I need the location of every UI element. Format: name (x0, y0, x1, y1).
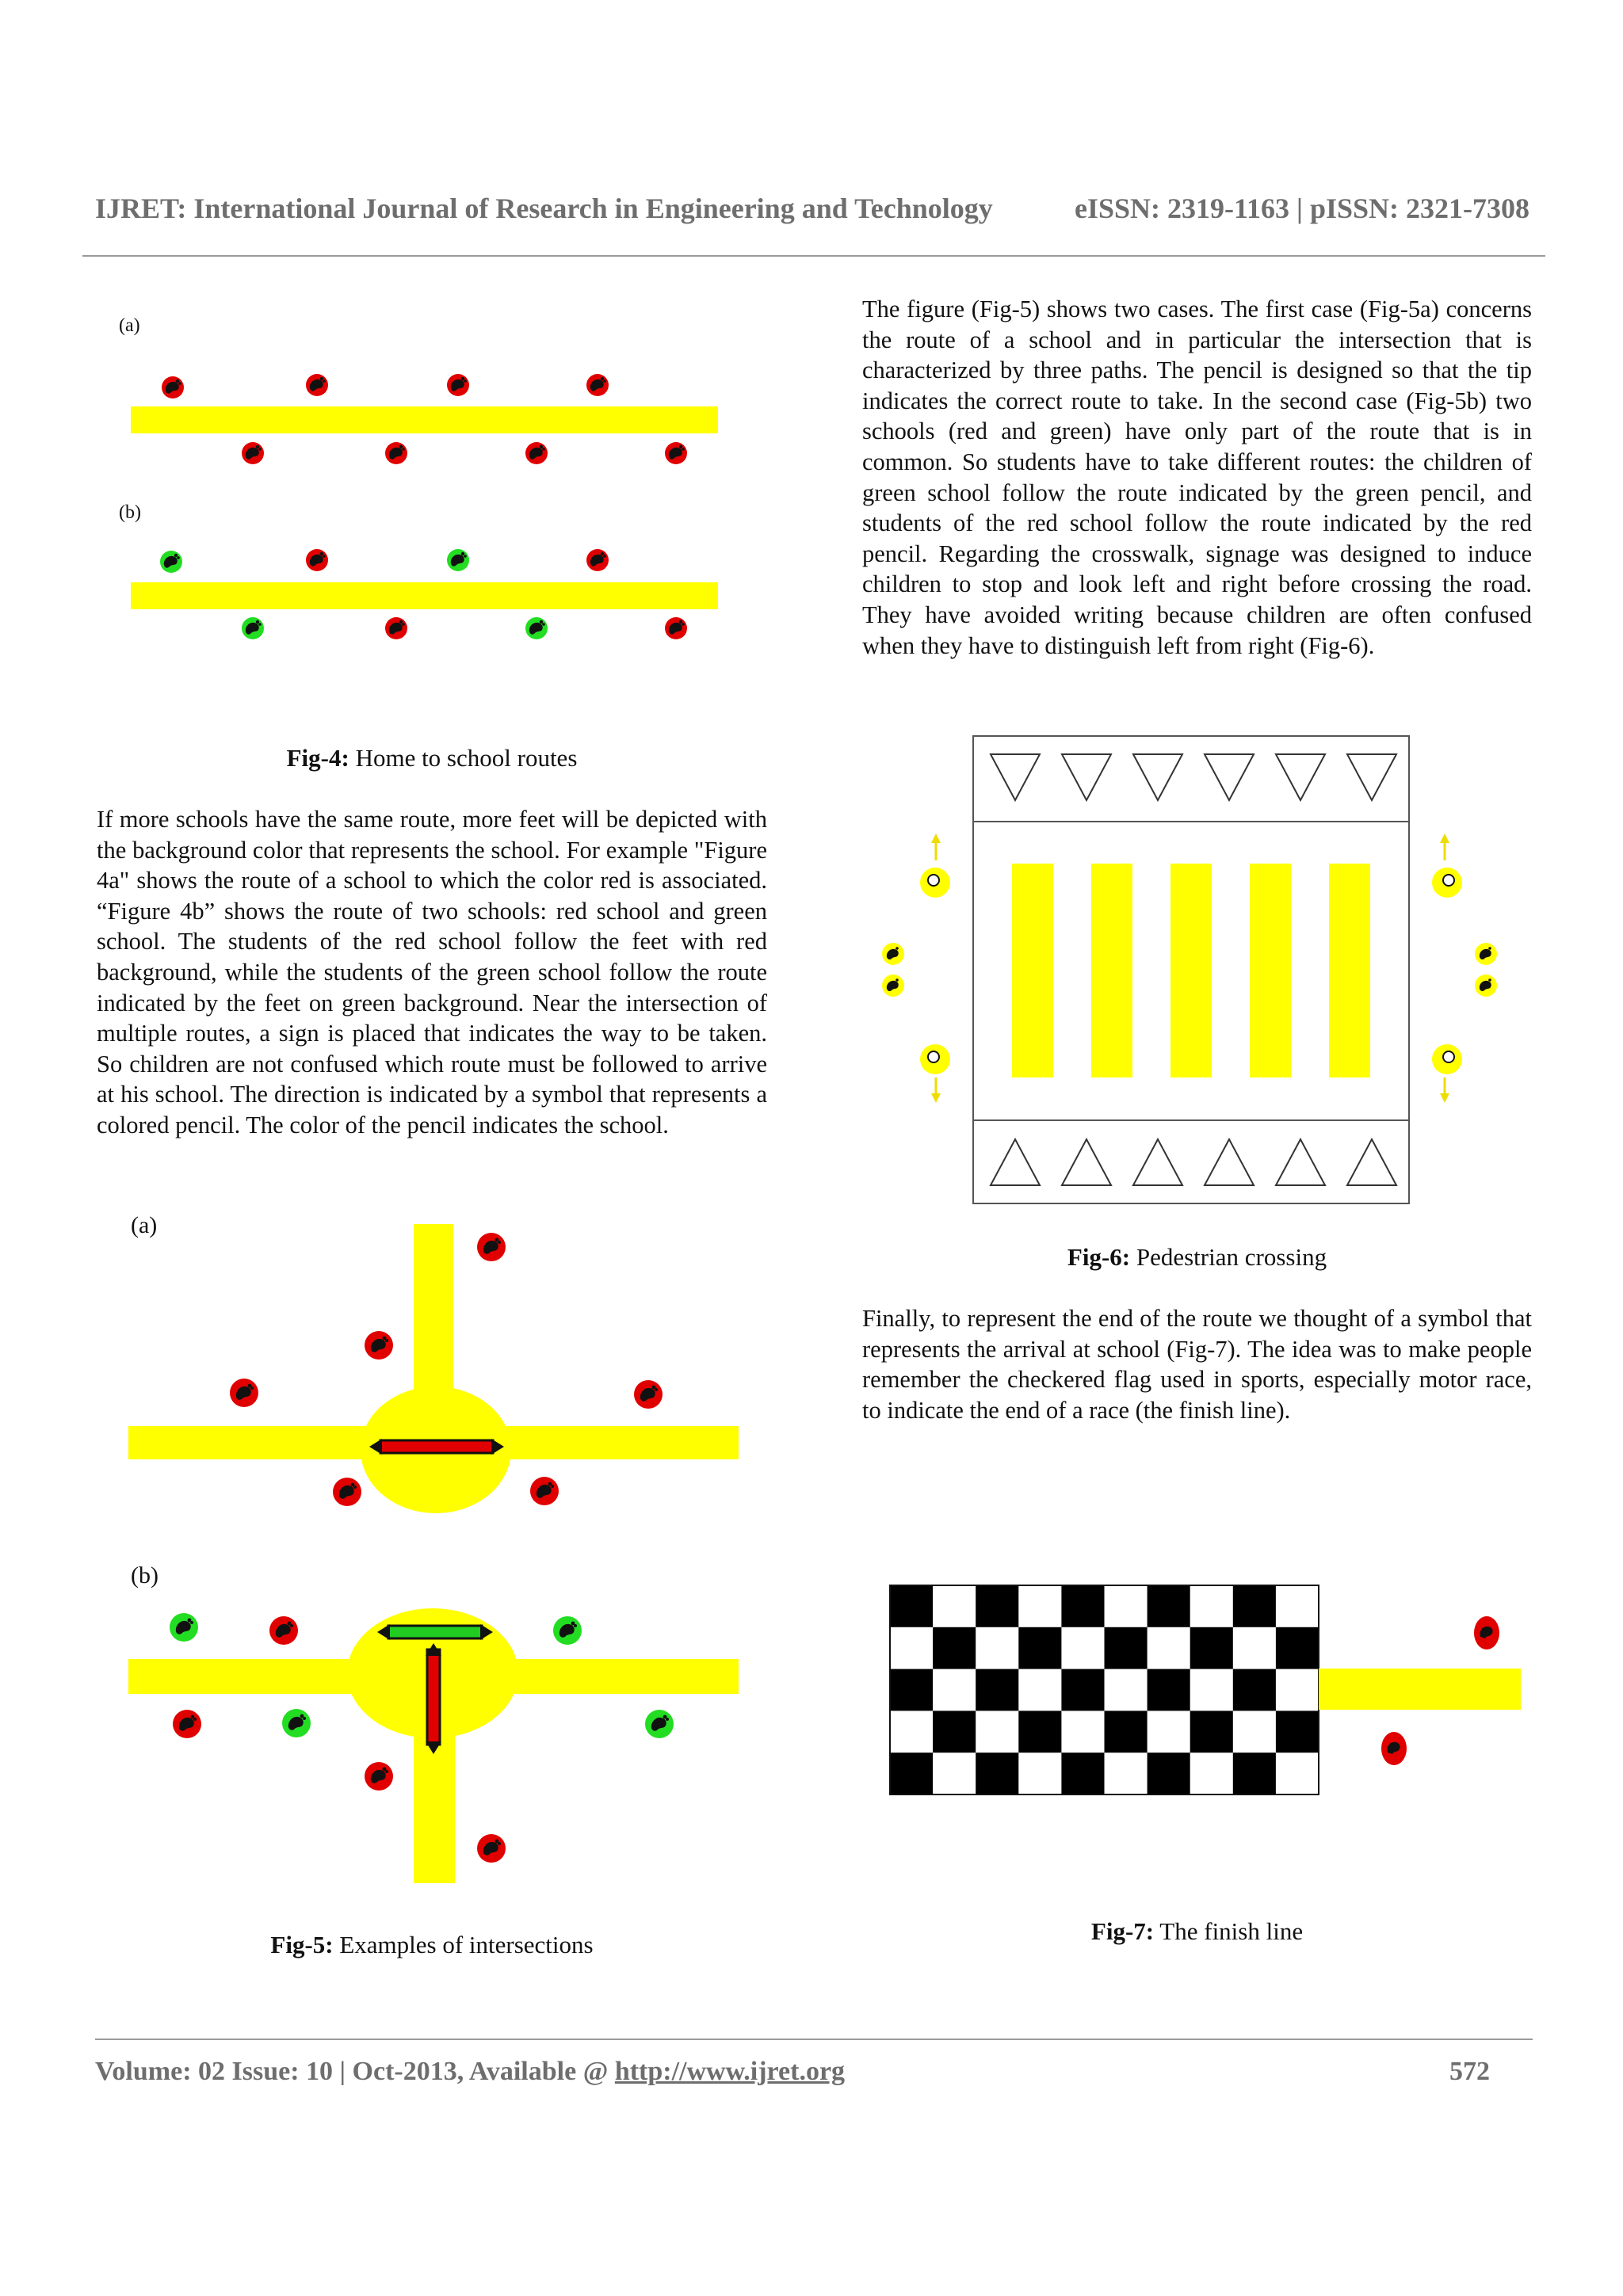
zebra-stripes (1012, 864, 1370, 1077)
checkered-flag-icon (890, 1585, 1319, 1794)
footer-volume (95, 2057, 845, 2087)
journal-link[interactable]: http://www.ijret.org (614, 2057, 846, 2086)
checker-square (1276, 1627, 1319, 1669)
checker-square (1061, 1753, 1104, 1794)
checker-square (1190, 1711, 1233, 1753)
warning-triangles-bottom (991, 1139, 1396, 1185)
checker-square (1061, 1585, 1104, 1627)
fig5-label-a: (a) (131, 1212, 158, 1238)
footer-volume-text: Volume: 02 Issue: 10 | Oct-2013, Available @ (95, 2057, 615, 2086)
warning-triangles-top (991, 754, 1396, 800)
checker-square (1148, 1753, 1190, 1794)
fig5-label-b: (b) (131, 1562, 158, 1589)
fig7-caption-text: The finish line (1154, 1917, 1304, 1945)
checker-square (933, 1711, 976, 1753)
header-rule (82, 255, 1545, 257)
foot-icon (170, 1613, 674, 1863)
checker-square (1018, 1711, 1061, 1753)
checker-square (890, 1669, 933, 1711)
checker-square (976, 1753, 1018, 1794)
foot-icon (160, 549, 687, 639)
fig4-caption-label: Fig-4: (286, 744, 349, 772)
fig4-caption (97, 744, 767, 772)
checker-square (1105, 1627, 1148, 1669)
look-left-right-signs (882, 833, 1497, 1103)
checker-square (1018, 1627, 1061, 1669)
right-paragraph-2: Finally, to represent the end of the route we thought of a symbol that represents the arrival at school (Fig-7). The idea was to make people remember the checkered flag used in sports, especially motor race, to indicate the end of a race (the finish line). (862, 1305, 1532, 1424)
checker-square (1233, 1585, 1276, 1627)
foot-icon (1381, 1616, 1499, 1765)
fig5a-intersection (128, 1224, 739, 1513)
checker-square (1190, 1627, 1233, 1669)
pencil-icon (377, 1624, 493, 1640)
fig5-caption-label: Fig-5: (270, 1931, 334, 1958)
checker-square (1148, 1585, 1190, 1627)
right-paragraph-1: The figure (Fig-5) shows two cases. The first case (Fig-5a) concerns the route of a school and in particular the intersection that is characterized by three paths. The pencil is designed so that the tip indicates the correct route to take. In the second case (Fig-5b) two schools (red and green) have only part of the route that is in common. So students have to take different routes: the children of green school follow the route indicated by the green pencil, and students of the red school follow the route indicated by the red pencil. Regarding the crosswalk, signage was designed to induce children to stop and look left and right before crossing the road. They have avoided writing because children are often confused when they have to distinguish left from right (Fig-6). (862, 296, 1532, 659)
fig6-caption-text: Pedestrian crossing (1130, 1243, 1327, 1271)
checker-square (1276, 1711, 1319, 1753)
fig7-caption (862, 1917, 1532, 1946)
fig7-caption-label: Fig-7: (1090, 1917, 1155, 1945)
checker-square (1233, 1753, 1276, 1794)
fig4b-road (131, 582, 718, 609)
fig7-road (1319, 1669, 1521, 1710)
running-header (95, 192, 1529, 225)
pencil-icon (369, 1439, 504, 1455)
left-paragraph: If more schools have the same route, more feet will be depicted with the background color that represents the school. For example "Figure 4a" shows the route of a school to which the color red is associated. “Figure 4b” shows the route of two schools: red school and green school. The students of the red school follow the feet with red background, while the students of the green school follow the route indicated by the feet on green background. Near the intersection of multiple routes, a sign is placed that indicates the way to be taken. So children are not confused which route must be followed to arrive at his school. The direction is indicated by a symbol that represents a colored pencil. The color of the pencil indicates the school. (97, 806, 767, 1138)
checker-square (890, 1585, 933, 1627)
checker-square (976, 1585, 1018, 1627)
foot-icon (162, 374, 687, 464)
fig4-label-b: (b) (119, 502, 141, 523)
issn: eISSN: 2319-1163 | pISSN: 2321-7308 (1075, 193, 1529, 224)
journal-title: IJRET: International Journal of Research in Engineering and Technology (95, 193, 993, 224)
fig5b-intersection (128, 1608, 739, 1883)
fig5-caption-text: Examples of intersections (333, 1931, 594, 1958)
footer-rule (95, 2039, 1533, 2040)
checker-square (933, 1627, 976, 1669)
checker-square (1061, 1669, 1104, 1711)
checker-square (976, 1669, 1018, 1711)
fig6-caption (862, 1243, 1532, 1272)
checker-square (1148, 1669, 1190, 1711)
page-number: 572 (1449, 2057, 1490, 2086)
running-footer (95, 2057, 1490, 2087)
fig4-label-a: (a) (119, 315, 140, 336)
fig4-caption-text: Home to school routes (349, 744, 578, 772)
checker-square (890, 1753, 933, 1794)
fig4a-road (131, 406, 718, 433)
foot-icon (230, 1233, 663, 1506)
pencil-icon (426, 1643, 441, 1754)
checker-square (1105, 1711, 1148, 1753)
fig5-caption (97, 1931, 767, 1959)
fig6-caption-label: Fig-6: (1067, 1243, 1131, 1271)
checker-square (1233, 1669, 1276, 1711)
